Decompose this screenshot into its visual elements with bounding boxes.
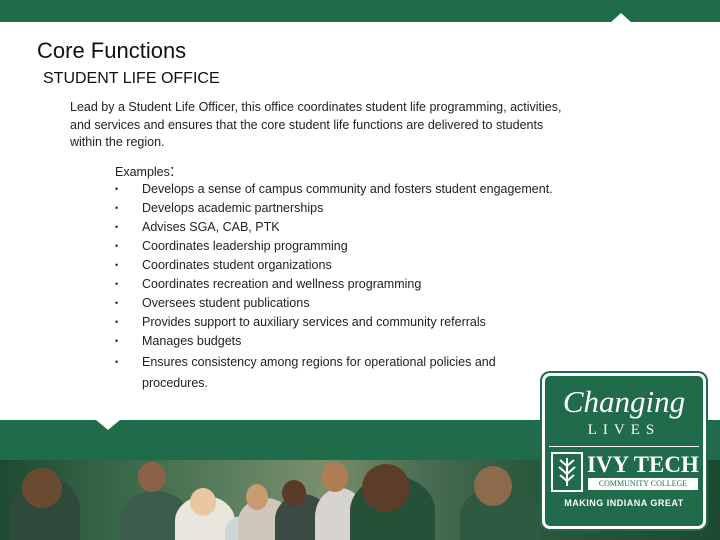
slide-title: Core Functions xyxy=(37,38,187,63)
list-item xyxy=(115,257,555,273)
examples-list xyxy=(115,181,555,397)
list-item-text: Coordinates leadership programming xyxy=(142,239,348,253)
band-notch-decoration xyxy=(96,420,120,430)
badge-lives-text: LIVES xyxy=(587,422,661,438)
photo-figure-head xyxy=(282,480,306,506)
ivy-tech-badge-logo xyxy=(542,373,706,529)
photo-figure-head xyxy=(474,466,512,506)
list-item xyxy=(115,295,555,311)
examples-label-text: Examples xyxy=(115,165,170,179)
bullet-marker: • xyxy=(115,336,119,346)
bullet-marker: • xyxy=(115,222,119,232)
photo-figure-head xyxy=(362,464,410,512)
lead-paragraph: Lead by a Student Life Officer, this office coordinates student life programming, activities, and services and ensures that the core student life functions are delivered to students within the region. xyxy=(70,100,562,149)
bullet-marker: • xyxy=(115,298,119,308)
list-item-text: Manages budgets xyxy=(142,334,242,348)
badge-changing-text: Changing xyxy=(562,384,686,419)
list-item-text: Develops academic partnerships xyxy=(142,201,324,215)
bullet-marker: • xyxy=(115,184,119,194)
bullet-marker: • xyxy=(115,279,119,289)
slide-subtitle: STUDENT LIFE OFFICE xyxy=(43,70,220,87)
list-item-text: Ensures consistency among regions for operational policies and procedures. xyxy=(142,355,496,390)
list-item-text: Provides support to auxiliary services and community referrals xyxy=(142,315,486,329)
list-item xyxy=(115,219,555,235)
list-item xyxy=(115,276,555,292)
list-item xyxy=(115,238,555,254)
list-item xyxy=(115,314,555,330)
examples-label xyxy=(115,161,175,181)
badge-brand-text: IVY TECH xyxy=(587,452,699,477)
list-item-text: Advises SGA, CAB, PTK xyxy=(142,220,280,234)
list-item-text: Oversees student publications xyxy=(142,296,310,310)
badge-divider xyxy=(549,446,699,447)
top-notch-decoration xyxy=(610,13,632,23)
bullet-marker: • xyxy=(115,260,119,270)
ivy-leaf-icon xyxy=(551,452,583,492)
photo-figure-head xyxy=(322,462,348,492)
list-item xyxy=(115,333,555,349)
bullet-marker: • xyxy=(115,357,119,367)
list-item xyxy=(115,352,555,394)
list-item xyxy=(115,181,555,197)
bullet-marker: • xyxy=(115,317,119,327)
photo-figure-head xyxy=(22,468,62,508)
bullet-marker: • xyxy=(115,203,119,213)
photo-figure-head xyxy=(190,488,216,516)
photo-figure-head xyxy=(246,484,268,510)
photo-figure-head xyxy=(138,462,166,492)
badge-brand-sub-text: COMMUNITY COLLEGE xyxy=(588,478,698,490)
badge-tagline: MAKING INDIANA GREAT xyxy=(564,498,684,508)
examples-colon: : xyxy=(169,161,175,180)
list-item-text: Coordinates recreation and wellness programming xyxy=(142,277,422,291)
list-item xyxy=(115,200,555,216)
list-item-text: Coordinates student organizations xyxy=(142,258,332,272)
bullet-marker: • xyxy=(115,241,119,251)
list-item-text: Develops a sense of campus community and fosters student engagement. xyxy=(142,182,553,196)
